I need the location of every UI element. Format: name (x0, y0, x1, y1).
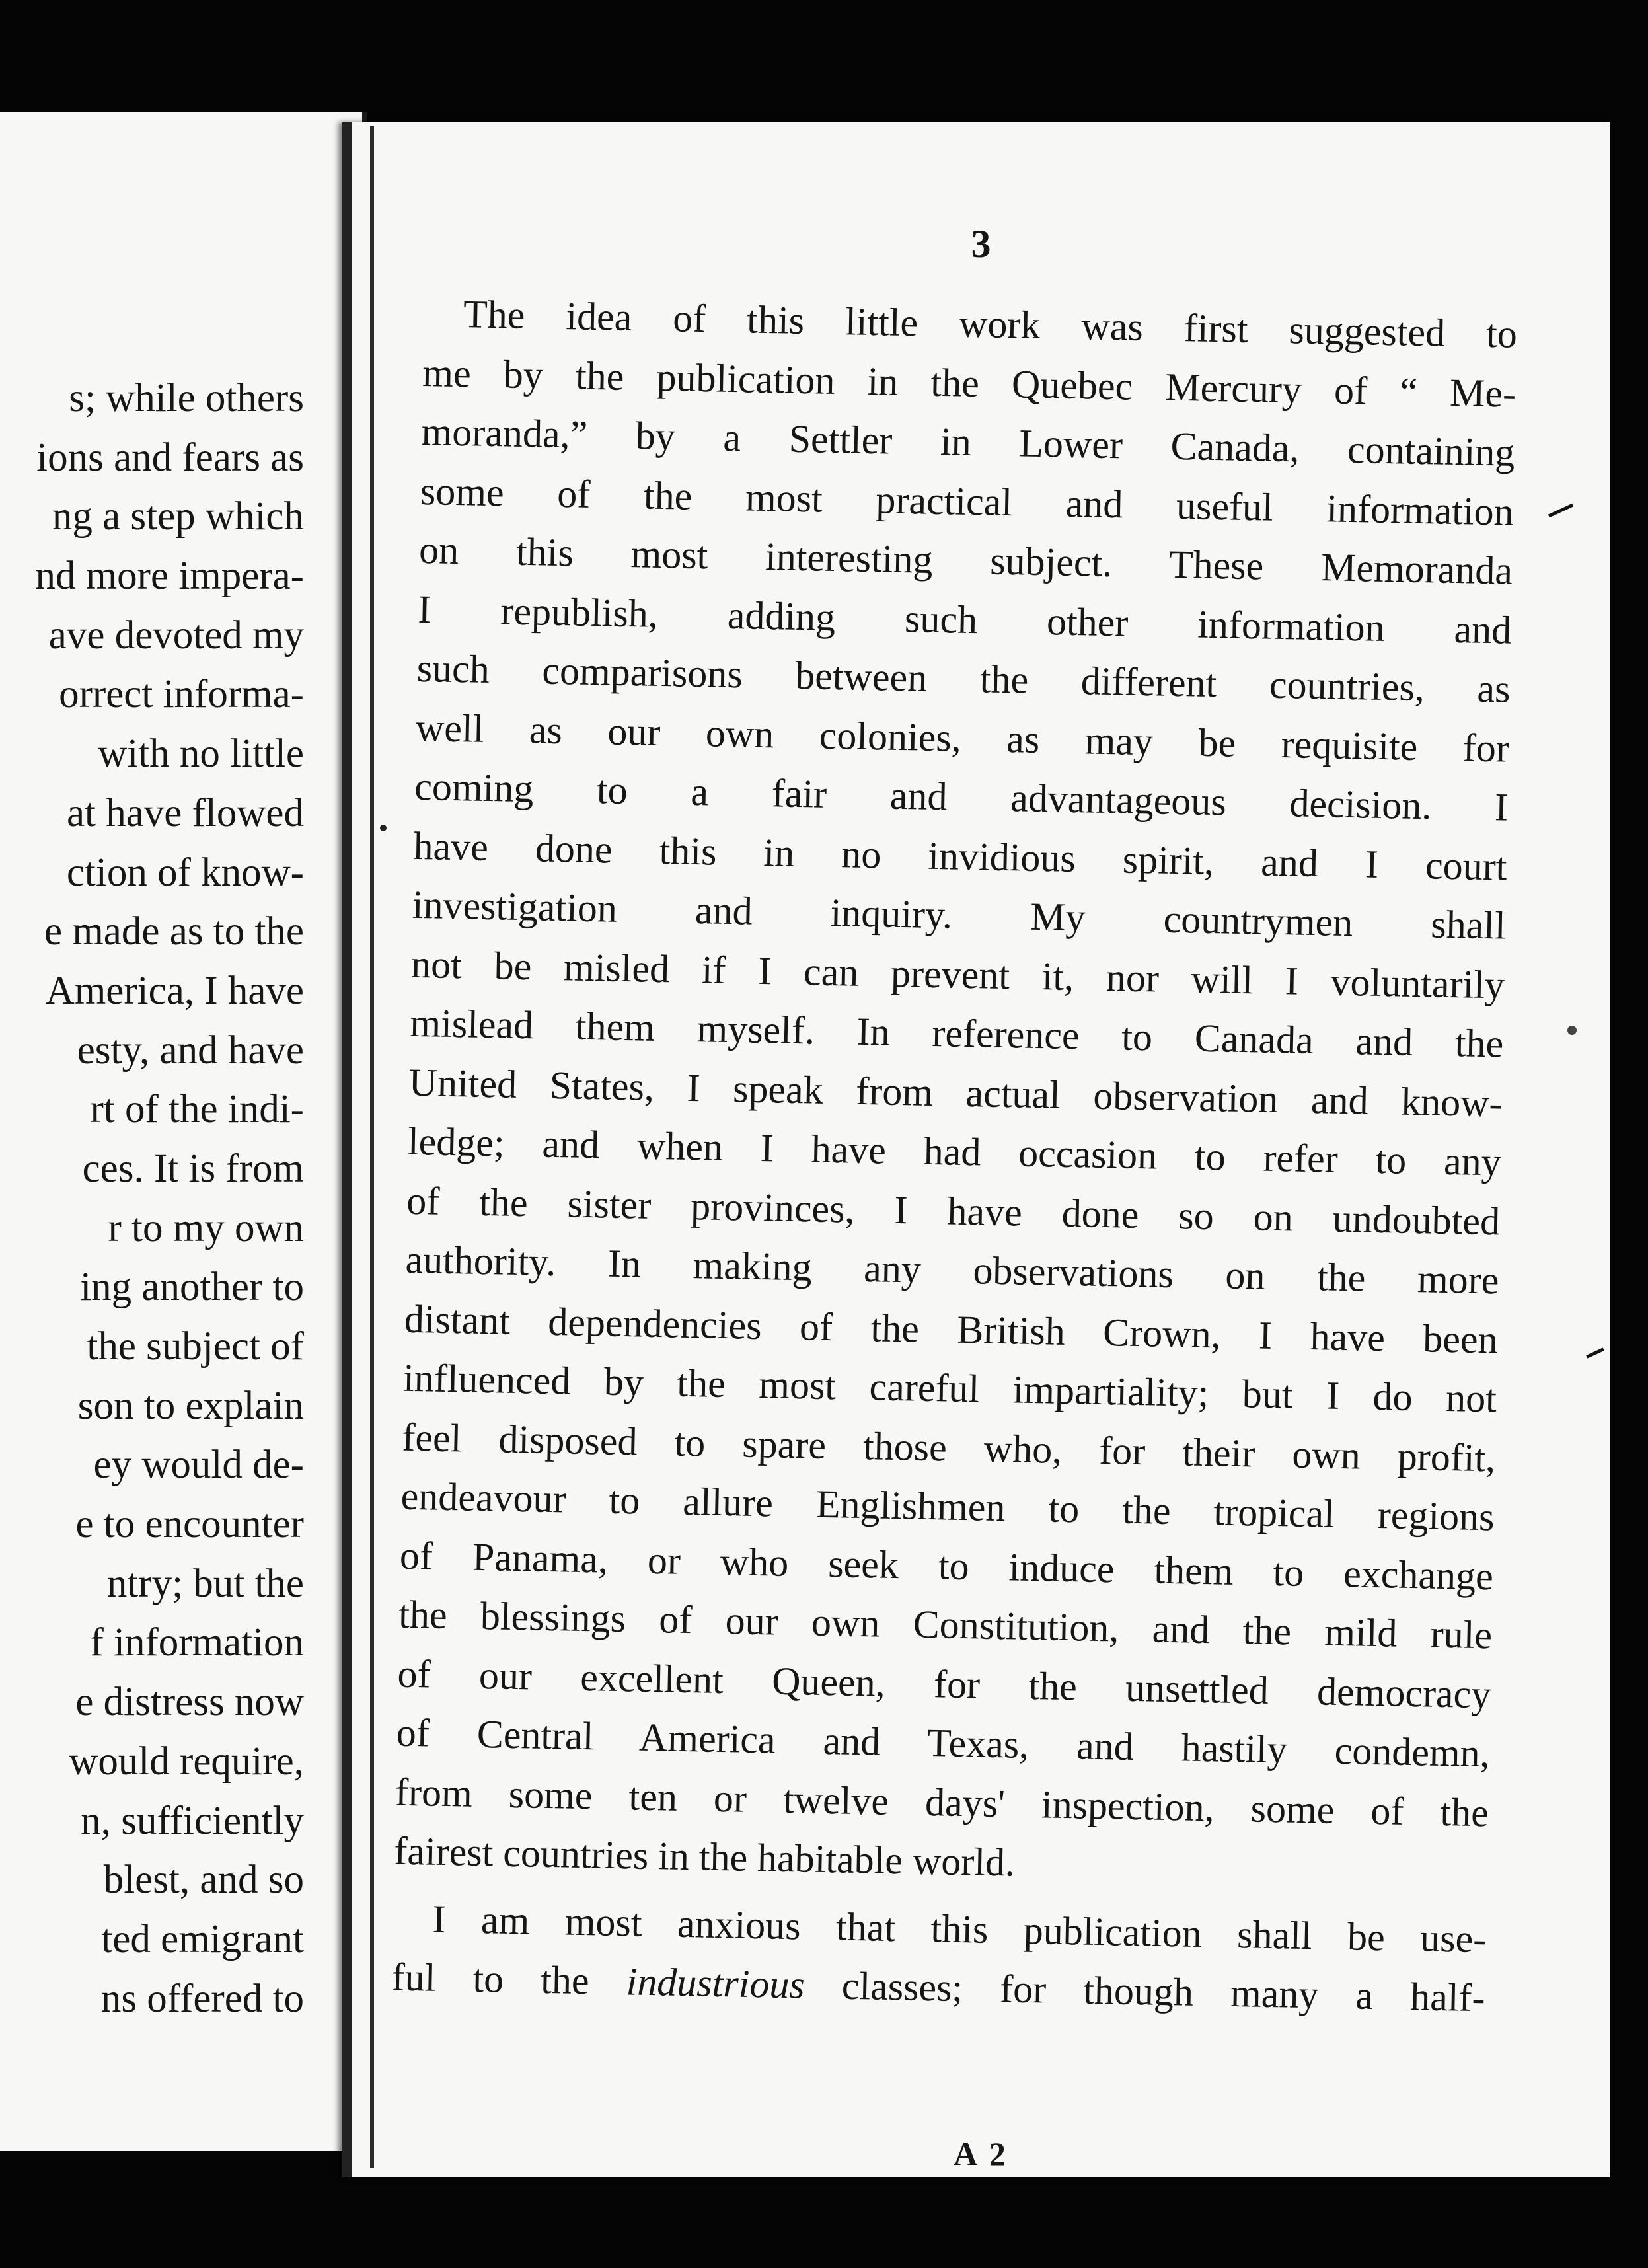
text-line: me by the publication in the Quebec Mercury of “ Me- (422, 350, 1517, 416)
text-line: I am most anxious that this publication shall be use- (431, 1897, 1487, 1961)
text-line: well as our own colonies, as may be requisite for (415, 705, 1510, 771)
text-line: authority. In making any observations on the more (405, 1237, 1499, 1303)
text-line: such comparisons between the different countries, as (416, 646, 1511, 711)
left-line: at have flowed (66, 790, 304, 835)
margin-speck (380, 825, 387, 831)
body-text (391, 284, 1518, 2028)
left-line: ntry; but the (106, 1561, 304, 1606)
page-number: 3 (971, 222, 991, 266)
left-line: ions and fears as (36, 435, 304, 480)
text-line: I republish, adding such other information and (417, 587, 1512, 652)
left-line: would require, (69, 1739, 304, 1784)
text-line: from some ten or twelve days' inspection, some of the (394, 1770, 1489, 1834)
signature-mark: A 2 (954, 2135, 1008, 2172)
left-line: ave devoted my (48, 613, 304, 658)
left-line: ng a step which (52, 494, 304, 539)
left-line: e distress now (75, 1680, 304, 1725)
left-line: ction of know- (66, 850, 304, 895)
margin-speck (1567, 1026, 1577, 1035)
italic-word: industrious (626, 1959, 805, 2007)
left-line: n, sufficiently (81, 1798, 304, 1843)
text-line: of the sister provinces, I have done so on undoubted (406, 1178, 1501, 1244)
text-line: of Central America and Texas, and hastily condemn, (396, 1710, 1491, 1776)
left-line: s; while others (69, 376, 304, 420)
left-line: esty, and have (77, 1028, 304, 1073)
text-line: ledge; and when I have had occasion to refer to any (407, 1119, 1502, 1184)
text-line: mislead them myself. In reference to Canada and the (409, 1001, 1504, 1066)
left-line: ey would de- (93, 1443, 304, 1488)
left-line: ces. It is from (82, 1146, 304, 1191)
left-line: orrect informa- (59, 672, 304, 717)
left-line: the subject of (87, 1324, 304, 1369)
right-page (342, 122, 1610, 2177)
left-line: with no little (98, 732, 304, 776)
text-segment: ful to the (391, 1955, 627, 2004)
left-line: America, I have (45, 968, 304, 1013)
text-line: not be misled if I can prevent it, nor will I voluntarily (410, 942, 1505, 1007)
left-line: ted emigrant (101, 1916, 304, 1961)
text-line: moranda,” by a Settler in Lower Canada, containing (421, 409, 1516, 474)
text-line: United States, I speak from actual observation and know- (408, 1060, 1503, 1125)
left-page (0, 112, 367, 2151)
left-line: son to explain (77, 1383, 304, 1428)
text-segment: classes; for though many a half- (804, 1963, 1486, 2020)
left-line: e to encounter (75, 1502, 304, 1547)
text-line: have done this in no invidious spirit, and I court (413, 823, 1508, 889)
text-line: fairest countries in the habitable world. (393, 1829, 1016, 1885)
left-line: ing another to (80, 1265, 304, 1310)
text-line: influenced by the most careful impartiality; but I do not (402, 1355, 1497, 1421)
left-line: ns offered to (100, 1976, 304, 2021)
text-line: The idea of this little work was first suggested to (463, 292, 1518, 356)
binding-gutter (370, 126, 374, 2168)
left-line: nd more impera- (35, 554, 304, 599)
text-line: on this most interesting subject. These Memoranda (418, 527, 1513, 593)
text-line: some of the most practical and useful information (420, 469, 1515, 534)
left-line: e made as to the (44, 909, 304, 954)
left-page-text (0, 369, 304, 2028)
text-line: distant dependencies of the British Crown, I have been (404, 1297, 1499, 1361)
text-line: the blessings of our own Constitution, and the mild rule (398, 1592, 1493, 1657)
text-line: of our excellent Queen, for the unsettled democracy (397, 1651, 1491, 1716)
text-line: feel disposed to spare those who, for their own profit, (401, 1415, 1496, 1480)
text-line: of Panama, or who seek to induce them to exchange (399, 1533, 1494, 1598)
text-line: coming to a fair and advantageous decision. I (414, 764, 1509, 829)
left-line: f information (90, 1620, 304, 1665)
left-line: blest, and so (103, 1858, 304, 1903)
text-line: endeavour to allure Englishmen to the tropical regions (400, 1474, 1495, 1539)
left-line: rt of the indi- (90, 1087, 304, 1132)
left-line: r to my own (108, 1205, 304, 1250)
text-line: investigation and inquiry. My countrymen shall (412, 882, 1507, 948)
